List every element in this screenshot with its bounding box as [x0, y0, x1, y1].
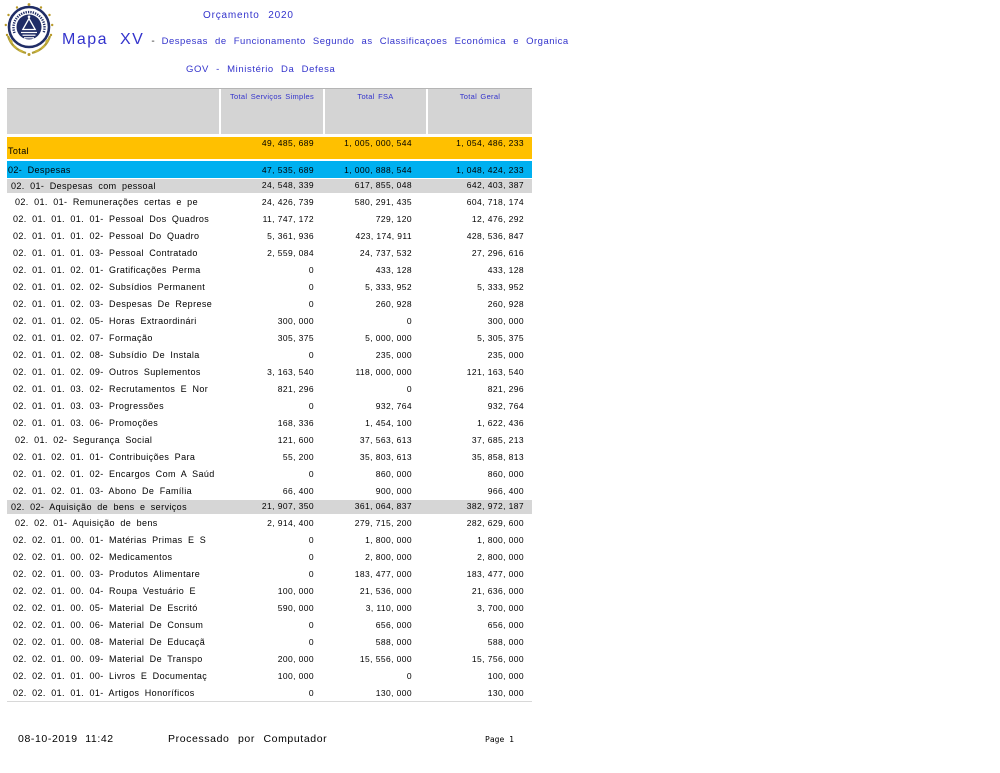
table-row	[7, 380, 532, 397]
row-value-servicos-simples: 0	[308, 349, 314, 360]
table-row	[7, 329, 532, 346]
row-label: 02. 01. 01. 02. 09- Outros Suplementos	[13, 366, 201, 377]
row-value-servicos-simples: 24, 426, 739	[261, 196, 314, 207]
row-value-servicos-simples: 590, 000	[277, 602, 314, 613]
table-row	[7, 278, 532, 295]
row-value-servicos-simples: 0	[308, 264, 314, 275]
row-value-fsa: 900, 000	[375, 485, 412, 496]
row-value-fsa: 433, 128	[375, 264, 412, 275]
footer-datetime: 08-10-2019 11:42	[18, 733, 114, 745]
row-label: 02. 01. 01. 02. 03- Despesas De Represe	[13, 298, 213, 309]
row-value-fsa: 24, 737, 532	[359, 247, 412, 258]
row-value-fsa: 1, 005, 000, 544	[344, 138, 412, 148]
row-value-geral: 3, 700, 000	[477, 602, 524, 613]
table-row	[7, 312, 532, 329]
row-label: 02. 02. 01. 00. 01- Matérias Primas E S	[13, 534, 207, 545]
row-value-geral: 12, 476, 292	[471, 213, 524, 224]
table-row	[7, 210, 532, 227]
row-value-servicos-simples: 0	[308, 298, 314, 309]
row-label: 02. 02- Aquisição de bens e serviços	[11, 502, 187, 512]
row-value-servicos-simples: 11, 747, 172	[262, 213, 314, 224]
row-value-geral: 1, 048, 424, 233	[456, 164, 524, 175]
row-value-servicos-simples: 55, 200	[282, 451, 314, 462]
row-value-geral: 932, 764	[487, 400, 524, 411]
row-label: 02. 01. 02. 01. 01- Contribuições Para	[13, 451, 196, 462]
table-row	[7, 465, 532, 482]
row-value-fsa: 3, 110, 000	[365, 602, 412, 613]
table-row	[7, 244, 532, 261]
table-row	[7, 363, 532, 380]
map-title-line	[62, 31, 569, 49]
row-value-fsa: 118, 000, 000	[355, 366, 412, 377]
row-value-geral: 821, 296	[487, 383, 524, 394]
row-value-fsa: 1, 454, 100	[365, 417, 412, 428]
table-row	[7, 500, 532, 514]
row-value-geral: 260, 928	[487, 298, 524, 309]
row-value-fsa: 0	[406, 383, 412, 394]
row-value-fsa: 588, 000	[375, 636, 412, 647]
table-row	[7, 227, 532, 244]
table-body	[7, 137, 532, 702]
row-value-servicos-simples: 100, 000	[277, 670, 314, 681]
organization-title: GOV - Ministério Da Defesa	[186, 64, 336, 75]
row-value-fsa: 423, 174, 911	[355, 230, 412, 241]
row-value-fsa: 617, 855, 048	[354, 180, 412, 190]
row-label: 02. 02. 01. 01. 00- Livros E Documentaç	[13, 670, 208, 681]
row-value-servicos-simples: 24, 548, 339	[261, 180, 314, 190]
map-code: Mapa XV	[62, 31, 145, 48]
row-label: 02. 02. 01. 00. 05- Material De Escritó	[13, 602, 198, 613]
table-row	[7, 582, 532, 599]
row-value-geral: 183, 477, 000	[466, 568, 524, 579]
map-separator: -	[151, 36, 155, 47]
footer-page-number: Page 1	[485, 735, 514, 744]
row-label: 02. 01. 01. 03. 03- Progressões	[13, 400, 164, 411]
row-value-servicos-simples: 66, 400	[282, 485, 314, 496]
row-value-servicos-simples: 300, 000	[277, 315, 314, 326]
row-value-geral: 588, 000	[487, 636, 524, 647]
row-label: 02. 01. 01. 03. 06- Promoções	[13, 417, 159, 428]
row-value-fsa: 260, 928	[375, 298, 412, 309]
row-value-geral: 15, 756, 000	[471, 653, 524, 664]
row-label: 02. 01. 01. 02. 01- Gratificações Perma	[13, 264, 201, 275]
column-header-geral: Total Geral	[426, 89, 532, 134]
row-value-servicos-simples: 21, 907, 350	[261, 501, 314, 511]
row-value-geral: 27, 296, 616	[471, 247, 524, 258]
row-value-geral: 433, 128	[487, 264, 524, 275]
row-value-fsa: 235, 000	[375, 349, 412, 360]
table-row	[7, 179, 532, 193]
table-row	[7, 599, 532, 616]
row-value-geral: 642, 403, 387	[466, 180, 524, 190]
table-row	[7, 548, 532, 565]
row-value-servicos-simples: 0	[308, 281, 314, 292]
row-label: 02. 01. 01. 01. 02- Pessoal Do Quadro	[13, 230, 200, 241]
row-label: 02. 01. 01. 02. 05- Horas Extraordinári	[13, 315, 197, 326]
column-header-fsa: Total FSA	[323, 89, 426, 134]
row-value-servicos-simples: 0	[308, 619, 314, 630]
row-label: 02- Despesas	[8, 164, 71, 175]
table-row	[7, 137, 532, 159]
table-row	[7, 193, 532, 210]
row-value-geral: 1, 800, 000	[477, 534, 524, 545]
row-value-fsa: 729, 120	[375, 213, 412, 224]
row-value-servicos-simples: 200, 000	[277, 653, 314, 664]
row-value-servicos-simples: 821, 296	[277, 383, 314, 394]
row-label: 02. 01. 02. 01. 02- Encargos Com A Saúd	[13, 468, 215, 479]
row-label: 02. 02. 01. 01. 01- Artigos Honoríficos	[13, 687, 195, 698]
table-row	[7, 616, 532, 633]
row-label: 02. 02. 01. 00. 09- Material De Transpo	[13, 653, 203, 664]
row-value-fsa: 2, 800, 000	[365, 551, 412, 562]
table-row	[7, 346, 532, 363]
row-value-fsa: 1, 800, 000	[365, 534, 412, 545]
row-label: 02. 02. 01- Aquisição de bens	[15, 517, 158, 528]
row-value-geral: 100, 000	[487, 670, 524, 681]
label-column-header	[7, 89, 219, 134]
row-value-servicos-simples: 5, 361, 936	[267, 230, 314, 241]
row-value-geral: 35, 858, 813	[471, 451, 524, 462]
row-label: 02. 02. 01. 00. 08- Material De Educaçã	[13, 636, 206, 647]
row-value-fsa: 860, 000	[375, 468, 412, 479]
row-value-servicos-simples: 0	[308, 534, 314, 545]
table-row	[7, 431, 532, 448]
map-title: Despesas de Funcionamento Segundo as Classificaçoes Económica e Organica	[161, 36, 569, 47]
row-value-servicos-simples: 2, 914, 400	[267, 517, 314, 528]
row-value-servicos-simples: 0	[308, 551, 314, 562]
row-value-servicos-simples: 49, 485, 689	[261, 138, 314, 148]
row-value-servicos-simples: 47, 535, 689	[261, 164, 314, 175]
row-value-fsa: 21, 536, 000	[359, 585, 412, 596]
row-value-geral: 2, 800, 000	[477, 551, 524, 562]
row-value-servicos-simples: 168, 336	[277, 417, 314, 428]
table-row	[7, 684, 532, 701]
row-value-fsa: 580, 291, 435	[354, 196, 412, 207]
row-value-fsa: 37, 563, 613	[359, 434, 412, 445]
row-label: 02. 01. 01- Remunerações certas e pe	[15, 196, 198, 207]
row-label: 02. 01. 01. 01. 03- Pessoal Contratado	[13, 247, 198, 258]
row-value-fsa: 279, 715, 200	[354, 517, 412, 528]
table-row	[7, 261, 532, 278]
table-row	[7, 514, 532, 531]
row-value-fsa: 5, 000, 000	[365, 332, 412, 343]
table-row	[7, 397, 532, 414]
row-value-servicos-simples: 0	[308, 568, 314, 579]
table-header-row	[7, 88, 532, 134]
table-row	[7, 650, 532, 667]
budget-year-title: Orçamento 2020	[203, 10, 294, 21]
row-value-geral: 382, 972, 187	[466, 501, 524, 511]
row-value-fsa: 1, 000, 888, 544	[344, 164, 412, 175]
row-label: 02. 02. 01. 00. 02- Medicamentos	[13, 551, 173, 562]
footer-processed-by: Processado por Computador	[168, 733, 328, 745]
table-row	[7, 633, 532, 650]
row-value-geral: 37, 685, 213	[471, 434, 524, 445]
row-value-geral: 121, 163, 540	[466, 366, 524, 377]
row-label: 02. 01. 01. 02. 08- Subsídio De Instala	[13, 349, 200, 360]
row-value-geral: 5, 333, 952	[477, 281, 524, 292]
row-value-fsa: 183, 477, 000	[354, 568, 412, 579]
row-value-geral: 604, 718, 174	[466, 196, 524, 207]
table-row	[7, 414, 532, 431]
row-value-fsa: 35, 803, 613	[359, 451, 412, 462]
row-value-servicos-simples: 305, 375	[277, 332, 314, 343]
table-row	[7, 295, 532, 312]
row-label: 02. 01. 01. 02. 02- Subsídios Permanent	[13, 281, 206, 292]
row-value-fsa: 656, 000	[375, 619, 412, 630]
row-label: 02. 01. 01. 01. 01- Pessoal Dos Quadros	[13, 213, 210, 224]
row-value-geral: 966, 400	[487, 485, 524, 496]
row-value-servicos-simples: 100, 000	[277, 585, 314, 596]
row-label: 02. 02. 01. 00. 03- Produtos Alimentare	[13, 568, 201, 579]
table-row	[7, 565, 532, 582]
row-label: 02. 01. 02- Segurança Social	[15, 434, 153, 445]
row-label: 02. 01. 02. 01. 03- Abono De Família	[13, 485, 192, 496]
row-value-geral: 1, 054, 486, 233	[456, 138, 524, 148]
row-label: 02. 02. 01. 00. 04- Roupa Vestuário E	[13, 585, 196, 596]
row-value-fsa: 130, 000	[375, 687, 412, 698]
row-value-geral: 860, 000	[487, 468, 524, 479]
row-value-geral: 300, 000	[487, 315, 524, 326]
row-value-fsa: 15, 556, 000	[359, 653, 412, 664]
row-label: 02. 01. 01. 03. 02- Recrutamentos E Nor	[13, 383, 209, 394]
table-row	[7, 531, 532, 548]
table-row	[7, 161, 532, 178]
row-label: 02. 02. 01. 00. 06- Material De Consum	[13, 619, 204, 630]
row-value-geral: 235, 000	[487, 349, 524, 360]
row-value-servicos-simples: 0	[308, 468, 314, 479]
row-label: 02. 01. 01. 02. 07- Formação	[13, 332, 153, 343]
row-value-fsa: 0	[406, 670, 412, 681]
row-value-geral: 282, 629, 600	[466, 517, 524, 528]
table-row	[7, 448, 532, 465]
national-emblem-logo	[4, 2, 54, 63]
row-value-servicos-simples: 0	[308, 400, 314, 411]
budget-table	[7, 88, 532, 702]
table-row	[7, 667, 532, 684]
row-value-geral: 5, 305, 375	[477, 332, 524, 343]
row-value-geral: 428, 536, 847	[466, 230, 524, 241]
row-value-geral: 1, 622, 436	[477, 417, 524, 428]
column-header-servicos-simples: Total Serviços Simples	[219, 89, 323, 134]
row-value-geral: 656, 000	[487, 619, 524, 630]
row-value-servicos-simples: 121, 600	[277, 434, 314, 445]
row-value-servicos-simples: 0	[308, 687, 314, 698]
row-value-fsa: 5, 333, 952	[365, 281, 412, 292]
row-value-geral: 21, 636, 000	[471, 585, 524, 596]
row-value-fsa: 361, 064, 837	[354, 501, 412, 511]
row-value-servicos-simples: 3, 163, 540	[267, 366, 314, 377]
row-label: Total	[8, 146, 30, 156]
row-label: 02. 01- Despesas com pessoal	[11, 181, 156, 191]
row-value-geral: 130, 000	[487, 687, 524, 698]
row-value-servicos-simples: 0	[308, 636, 314, 647]
row-value-fsa: 932, 764	[375, 400, 412, 411]
emblem-icon	[4, 2, 54, 58]
row-value-fsa: 0	[406, 315, 412, 326]
table-row	[7, 482, 532, 499]
row-value-servicos-simples: 2, 559, 084	[267, 247, 314, 258]
